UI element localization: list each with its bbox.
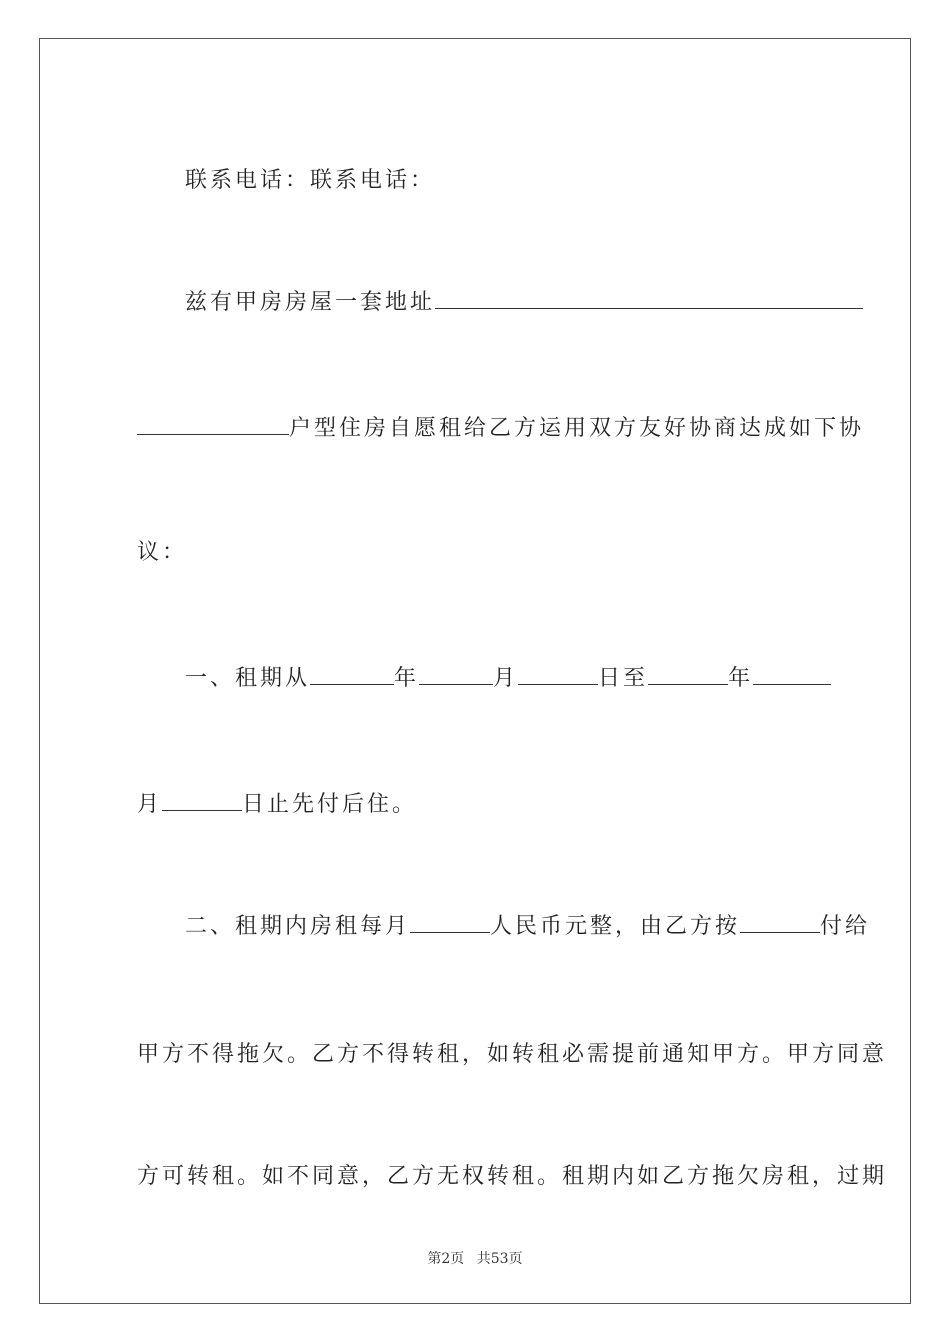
end-year-label: 年: [728, 666, 754, 691]
sublet-line-1: [117, 1010, 887, 1070]
end-year-blank[interactable]: [648, 666, 728, 685]
pay-to-text: 付给: [820, 914, 871, 939]
rent-unit-text: 人民币元整，由乙方按: [490, 914, 741, 939]
address-blank[interactable]: [435, 290, 863, 309]
rent-amount-blank[interactable]: [410, 914, 490, 933]
day-to-label: 日至: [598, 666, 649, 691]
sublet-text-1: 甲方不得拖欠。乙方不得转租，如转租必需提前通知甲方。甲方同意: [137, 1042, 888, 1067]
start-day-blank[interactable]: [518, 666, 598, 685]
term-start-text: 一、租期从: [185, 666, 311, 691]
page-total: 共53页: [476, 1251, 523, 1267]
month-label: 月: [493, 666, 519, 691]
house-type-text: 户型住房自愿租给乙方运用双方友好协商达成如下协: [289, 416, 865, 441]
address-text: 兹有甲房房屋一套地址: [185, 290, 436, 315]
term-line: [165, 634, 831, 694]
start-year-blank[interactable]: [310, 666, 394, 685]
house-type-line: [117, 384, 864, 444]
rent-line: [165, 882, 870, 942]
agreement-text: 议：: [137, 540, 188, 565]
sublet-line-2: [117, 1132, 887, 1192]
term-end-text: 日止先付后住。: [242, 792, 418, 817]
end-month-label: 月: [137, 792, 163, 817]
payment-cycle-blank[interactable]: [740, 914, 820, 933]
rent-text: 二、租期内房租每月: [185, 914, 411, 939]
end-month-blank-a[interactable]: [753, 666, 831, 685]
term-end-line: [117, 760, 417, 820]
year-label: 年: [394, 666, 420, 691]
page-number: 第2页: [427, 1251, 465, 1267]
page-footer: [0, 1248, 950, 1268]
agreement-line: [117, 508, 187, 568]
house-type-blank[interactable]: [137, 416, 289, 435]
start-month-blank[interactable]: [419, 666, 493, 685]
contact-line: [165, 136, 435, 196]
sublet-text-2: 方可转租。如不同意，乙方无权转租。租期内如乙方拖欠房租，过期: [137, 1164, 888, 1189]
contact-text: 联系电话：联系电话：: [185, 168, 436, 193]
end-day-blank[interactable]: [162, 792, 242, 811]
address-line: [165, 258, 863, 318]
